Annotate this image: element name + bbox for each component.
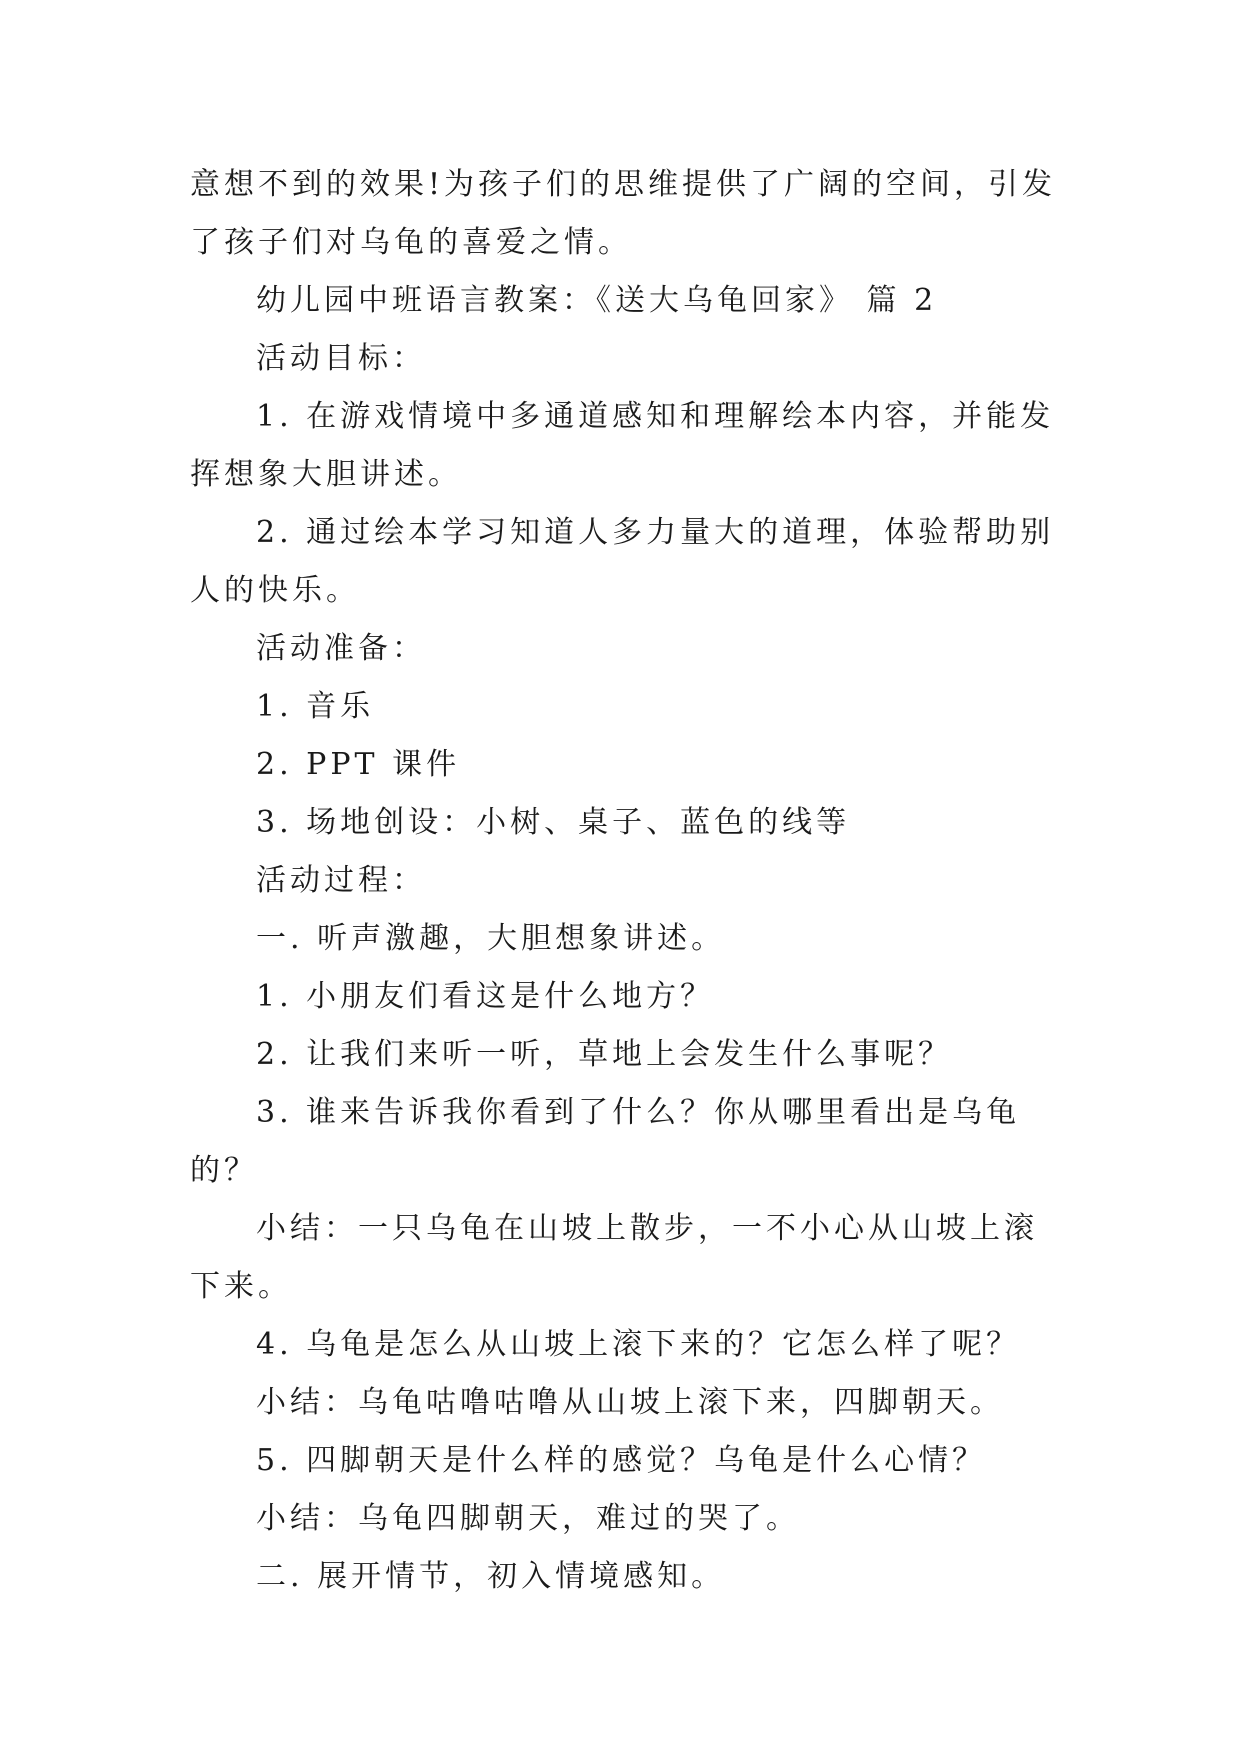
preparation-item-1: 1. 音乐 [256, 689, 375, 724]
summary-3: 小结：乌龟四脚朝天，难过的哭了。 [256, 1501, 800, 1536]
process-step-1-heading: 一. 听声激趣，大胆想象讲述。 [256, 921, 726, 956]
section-heading-lesson-title: 幼儿园中班语言教案：《送大乌龟回家》 篇 2 [256, 283, 938, 318]
heading-activity-preparation: 活动准备： [256, 631, 426, 666]
goal-item-1: 1. 在游戏情境中多通道感知和理解绘本内容，并能发挥想象大胆讲述。 [190, 399, 1055, 492]
summary-1: 小结：一只乌龟在山坡上散步，一不小心从山坡上滚下来。 [190, 1211, 1038, 1304]
paragraph-intro-continuation: 意想不到的效果!为孩子们的思维提供了广阔的空间，引发了孩子们对乌龟的喜爱之情。 [190, 167, 1057, 260]
summary-2: 小结：乌龟咕噜咕噜从山坡上滚下来，四脚朝天。 [256, 1385, 1004, 1420]
preparation-item-2: 2. PPT 课件 [256, 747, 461, 782]
heading-activity-process: 活动过程： [256, 863, 426, 898]
goal-item-2: 2. 通过绘本学习知道人多力量大的道理，体验帮助别人的快乐。 [190, 515, 1055, 608]
heading-activity-goals: 活动目标： [256, 341, 426, 376]
process-question-5: 5. 四脚朝天是什么样的感觉？乌龟是什么心情？ [256, 1443, 987, 1478]
document-body [190, 156, 1060, 1606]
process-question-2: 2. 让我们来听一听，草地上会发生什么事呢？ [256, 1037, 953, 1072]
process-question-4: 4. 乌龟是怎么从山坡上滚下来的？它怎么样了呢？ [256, 1327, 1021, 1362]
process-question-1: 1. 小朋友们看这是什么地方？ [256, 979, 715, 1014]
process-step-2-heading: 二. 展开情节，初入情境感知。 [256, 1559, 726, 1594]
process-question-3: 3. 谁来告诉我你看到了什么？你从哪里看出是乌龟的？ [190, 1095, 1021, 1188]
preparation-item-3: 3. 场地创设：小树、桌子、蓝色的线等 [256, 805, 851, 840]
